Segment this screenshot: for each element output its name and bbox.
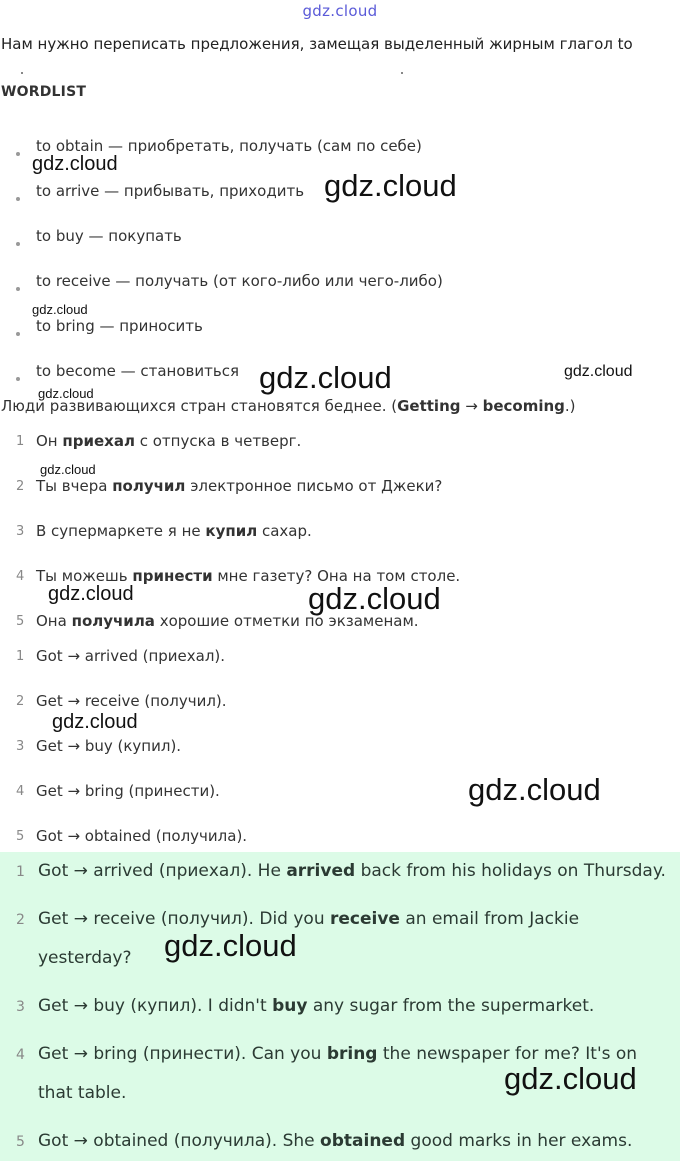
bullet-icon — [16, 152, 20, 156]
replacement-item: Get → receive (получил). — [36, 692, 227, 710]
watermark: gdz.cloud — [40, 462, 96, 477]
site-logo[interactable]: gdz.cloud — [302, 2, 378, 20]
divider-dot — [401, 72, 403, 74]
wordlist-item: to arrive — прибывать, приходить — [36, 182, 305, 200]
bullet-icon — [16, 377, 20, 381]
watermark: gdz.cloud — [32, 153, 118, 175]
replacement-item: Got → obtained (получила). — [36, 827, 248, 845]
answer-item: Got → obtained (получила). She obtained good marks in her exams. — [38, 1131, 633, 1151]
item-number: 4 — [16, 784, 25, 799]
watermark: gdz.cloud — [324, 168, 457, 203]
watermark: gdz.cloud — [38, 386, 94, 401]
bullet-icon — [16, 242, 20, 246]
wordlist-item: to become — становиться — [36, 362, 239, 380]
item-number: 1 — [16, 434, 25, 449]
answer-item: Get → bring (принести). Can you bring the newspaper for me? It's on — [38, 1044, 638, 1064]
item-number: 5 — [16, 829, 25, 844]
watermark: gdz.cloud — [52, 711, 138, 733]
item-number: 2 — [16, 912, 25, 928]
item-number: 2 — [16, 479, 25, 494]
item-number: 5 — [16, 614, 25, 629]
answer-item: Got → arrived (приехал). He arrived back from his holidays on Thursday. — [38, 861, 666, 881]
sentence-item: Она получила хорошие отметки по экзаменам. — [36, 612, 419, 630]
watermark: gdz.cloud — [504, 1061, 637, 1096]
answer-item-continued: yesterday? — [38, 948, 132, 968]
sentence-item: Ты вчера получил электронное письмо от Джеки? — [36, 477, 443, 495]
replacement-item: Got → arrived (приехал). — [36, 647, 226, 665]
item-number: 4 — [16, 1047, 25, 1063]
watermark: gdz.cloud — [308, 581, 441, 616]
wordlist-item: to bring — приносить — [36, 317, 203, 335]
task-intro: Нам нужно переписать предложения, замещая выделенный жирным глагол to — [1, 35, 633, 53]
sentence-item: Он приехал с отпуска в четверг. — [36, 432, 302, 450]
example-sentence: Люди развивающихся стран становятся беднее. (Getting → becoming.) — [1, 397, 576, 415]
watermark: gdz.cloud — [564, 363, 633, 380]
wordlist-title: WORDLIST — [1, 84, 87, 100]
watermark: gdz.cloud — [259, 360, 392, 395]
sentence-item: Ты можешь принести мне газету? Она на том столе. — [36, 567, 461, 585]
answer-item: Get → buy (купил). I didn't buy any sugar from the supermarket. — [38, 996, 595, 1016]
wordlist-item: to receive — получать (от кого-либо или чего-либо) — [36, 272, 443, 290]
item-number: 2 — [16, 694, 25, 709]
item-number: 1 — [16, 864, 25, 880]
item-number: 3 — [16, 524, 25, 539]
wordlist-item: to buy — покупать — [36, 227, 182, 245]
watermark: gdz.cloud — [48, 583, 134, 605]
watermark: gdz.cloud — [32, 302, 88, 317]
answer-item-continued: that table. — [38, 1083, 127, 1103]
bullet-icon — [16, 332, 20, 336]
bullet-icon — [16, 197, 20, 201]
item-number: 3 — [16, 999, 25, 1015]
wordlist-item: to obtain — приобретать, получать (сам по себе) — [36, 137, 422, 155]
item-number: 3 — [16, 739, 25, 754]
replacement-item: Get → buy (купил). — [36, 737, 182, 755]
sentence-item: В супермаркете я не купил сахар. — [36, 522, 312, 540]
item-number: 5 — [16, 1134, 25, 1150]
replacement-item: Get → bring (принести). — [36, 782, 220, 800]
item-number: 4 — [16, 569, 25, 584]
answer-item: Get → receive (получил). Did you receive an email from Jackie — [38, 909, 580, 929]
watermark: gdz.cloud — [164, 928, 297, 963]
divider-dot — [21, 72, 23, 74]
watermark: gdz.cloud — [468, 772, 601, 807]
bullet-icon — [16, 287, 20, 291]
item-number: 1 — [16, 649, 25, 664]
